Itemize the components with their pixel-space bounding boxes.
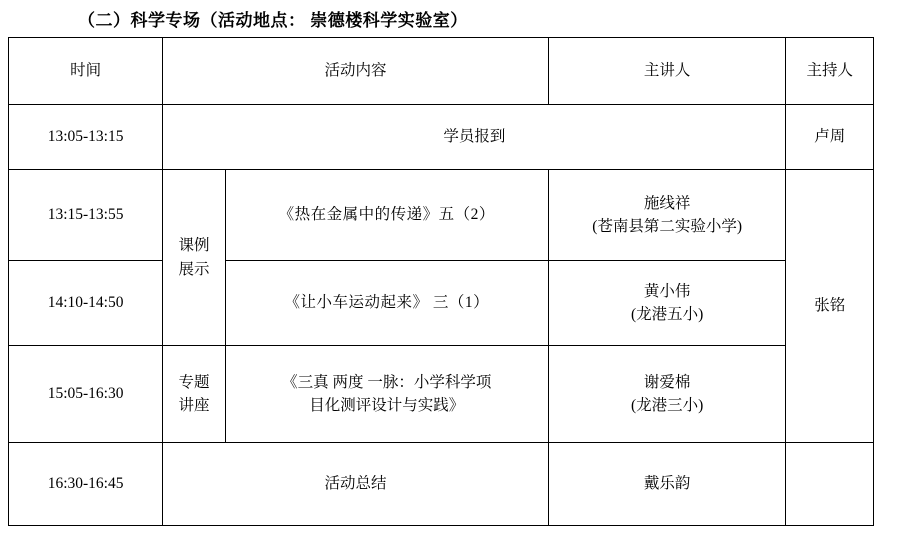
row-speaker-affiliation: (龙港五小) (630, 306, 704, 323)
row-category (163, 346, 226, 443)
row-speaker (548, 170, 786, 261)
row-speaker-affiliation: (龙港三小) (630, 397, 704, 414)
column-header-host: 主持人 (786, 38, 874, 105)
column-header-time: 时间 (9, 38, 163, 105)
row-content: 活动总结 (163, 443, 549, 526)
row-category-line1: 课例 (178, 237, 210, 255)
row-time: 14:10-14:50 (9, 261, 163, 346)
row-category-line1: 专题 (178, 373, 210, 391)
table-header-row (9, 38, 874, 105)
table-row (9, 170, 874, 261)
row-host: 卢周 (786, 105, 874, 170)
row-time: 15:05-16:30 (9, 346, 163, 443)
row-speaker (548, 346, 786, 443)
row-host (786, 443, 874, 526)
schedule-table (8, 37, 874, 526)
page-title: （二）科学专场（活动地点： 崇德楼科学实验室） (78, 11, 468, 30)
row-content-line2: 目化测评设计与实践》 (309, 397, 465, 414)
table-row (9, 261, 874, 346)
table-row (9, 346, 874, 443)
row-time: 13:05-13:15 (9, 105, 163, 170)
row-host: 张铭 (786, 170, 874, 443)
row-content (225, 346, 548, 443)
table-row (9, 443, 874, 526)
row-speaker-name: 施线祥 (643, 194, 691, 212)
row-speaker-name: 谢爱棉 (643, 373, 691, 391)
row-speaker-name: 黄小伟 (643, 282, 691, 300)
row-category-line2: 展示 (178, 260, 210, 278)
column-header-content: 活动内容 (163, 38, 549, 105)
row-content-line1: 《三真 两度 一脉：小学科学项 (282, 373, 492, 391)
row-speaker-affiliation: (苍南县第二实验小学) (592, 218, 743, 235)
row-category-line2: 讲座 (178, 397, 210, 414)
row-category (163, 170, 226, 346)
column-header-speaker: 主讲人 (548, 38, 786, 105)
table-row (9, 105, 874, 170)
row-speaker (548, 261, 786, 346)
row-content: 《热在金属中的传递》五（2） (225, 170, 548, 261)
row-content: 《让小车运动起来》 三（1） (225, 261, 548, 346)
row-speaker: 戴乐韵 (548, 443, 786, 526)
row-time: 16:30-16:45 (9, 443, 163, 526)
row-time: 13:15-13:55 (9, 170, 163, 261)
row-content: 学员报到 (163, 105, 786, 170)
